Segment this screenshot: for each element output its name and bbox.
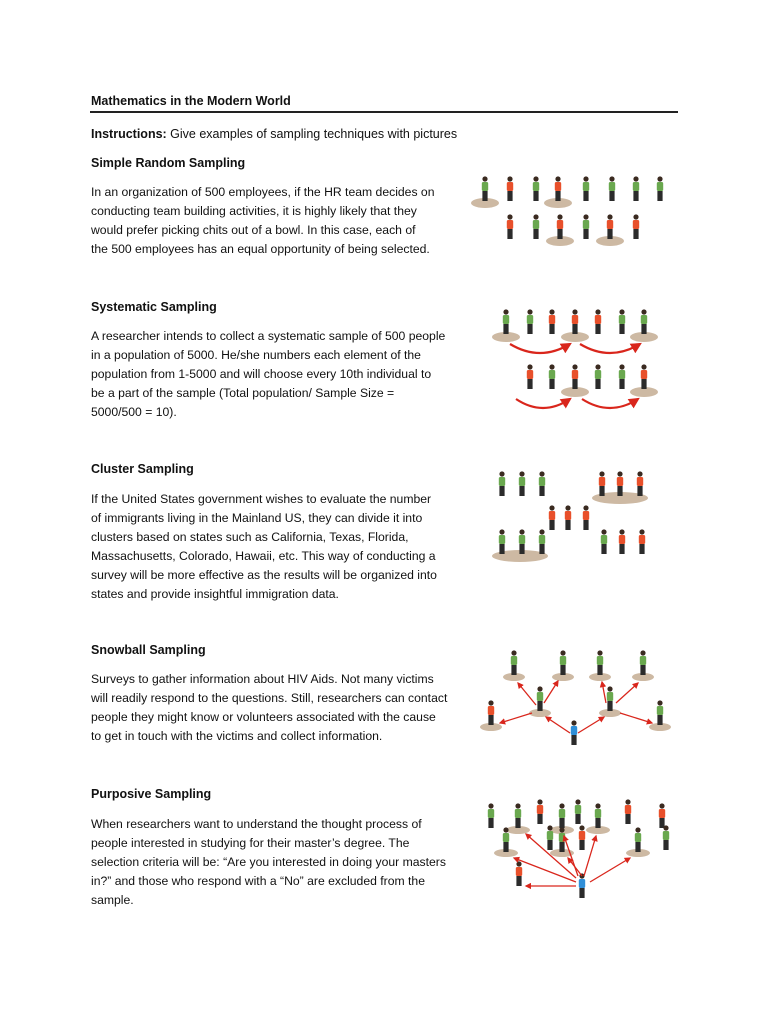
arrow-icon bbox=[590, 858, 630, 882]
curved-arrow-icon bbox=[582, 399, 638, 408]
person-icon bbox=[597, 650, 603, 675]
systematic-sampling-illustration bbox=[470, 300, 680, 415]
person-icon bbox=[499, 471, 505, 496]
person-icon bbox=[537, 799, 543, 824]
person-icon bbox=[549, 309, 555, 334]
person-icon bbox=[549, 364, 555, 389]
person-icon bbox=[572, 364, 578, 389]
person-icon bbox=[583, 176, 589, 201]
person-icon bbox=[657, 700, 663, 725]
person-icon bbox=[533, 214, 539, 239]
person-icon bbox=[635, 827, 641, 852]
person-icon bbox=[560, 650, 566, 675]
person-icon bbox=[609, 176, 615, 201]
person-icon bbox=[617, 471, 623, 496]
person-icon bbox=[515, 803, 521, 828]
person-icon bbox=[519, 471, 525, 496]
arrow-icon bbox=[500, 713, 532, 723]
arrow-icon bbox=[544, 681, 558, 703]
person-icon bbox=[579, 825, 585, 850]
person-icon bbox=[633, 176, 639, 201]
curved-arrow-icon bbox=[580, 344, 640, 353]
person-icon bbox=[579, 873, 585, 898]
person-icon bbox=[503, 309, 509, 334]
person-icon bbox=[663, 825, 669, 850]
section-title-cluster: Cluster Sampling bbox=[91, 462, 194, 476]
purposive-sampling-illustration bbox=[478, 790, 683, 910]
simple-random-sampling-illustration bbox=[470, 165, 680, 260]
person-icon bbox=[595, 364, 601, 389]
section-title-systematic: Systematic Sampling bbox=[91, 300, 217, 314]
person-icon bbox=[533, 176, 539, 201]
arrow-icon bbox=[602, 682, 606, 703]
instructions-line bbox=[91, 127, 457, 141]
person-icon bbox=[595, 309, 601, 334]
person-icon bbox=[503, 827, 509, 852]
person-icon bbox=[499, 529, 505, 554]
person-icon bbox=[571, 720, 577, 745]
person-icon bbox=[619, 529, 625, 554]
arrow-icon bbox=[584, 836, 596, 876]
person-icon bbox=[575, 799, 581, 824]
person-icon bbox=[507, 176, 513, 201]
arrow-icon bbox=[518, 683, 536, 705]
person-icon bbox=[549, 505, 555, 530]
instructions-text: Give examples of sampling techniques with pictures bbox=[166, 127, 458, 141]
person-icon bbox=[640, 650, 646, 675]
person-icon bbox=[659, 803, 665, 828]
person-icon bbox=[565, 505, 571, 530]
person-icon bbox=[557, 214, 563, 239]
person-icon bbox=[607, 686, 613, 711]
person-icon bbox=[637, 471, 643, 496]
curved-arrow-icon bbox=[510, 344, 570, 353]
person-icon bbox=[482, 176, 488, 201]
person-icon bbox=[641, 309, 647, 334]
person-icon bbox=[657, 176, 663, 201]
person-icon bbox=[601, 529, 607, 554]
person-icon bbox=[516, 861, 522, 886]
person-icon bbox=[559, 827, 565, 852]
section-title-snowball: Snowball Sampling bbox=[91, 643, 206, 657]
person-icon bbox=[595, 803, 601, 828]
person-icon bbox=[547, 825, 553, 850]
person-icon bbox=[641, 364, 647, 389]
arrow-icon bbox=[578, 717, 604, 733]
section-body-simple-random: In an organization of 500 employees, if the HR team decides on conducting team building activities, it is highly likely that they would prefer picking chits out of a bowl. In this case, each of the 500 employees has an equal opportunity of being selected. bbox=[91, 185, 435, 256]
person-icon bbox=[519, 529, 525, 554]
arrow-icon bbox=[620, 713, 652, 723]
person-icon bbox=[539, 529, 545, 554]
person-icon bbox=[572, 309, 578, 334]
person-icon bbox=[633, 214, 639, 239]
person-icon bbox=[625, 799, 631, 824]
person-icon bbox=[488, 803, 494, 828]
instructions-label: Instructions: bbox=[91, 127, 167, 141]
section-body-snowball: Surveys to gather information about HIV Aids. Not many victims will readily respond to the questions. Still, researchers can contact people they might know or volunteers associated with the cause to get in touch with the victims and collect information. bbox=[91, 672, 448, 743]
person-icon bbox=[527, 309, 533, 334]
section-body-systematic: A researcher intends to collect a systematic sample of 500 people in a population of 5000. He/she numbers each element of the population from 1-5000 and will choose every 10th individual to be a part of the sample (Total population/ Sample Size = 5000/500 = 10). bbox=[91, 329, 446, 419]
arrow-icon bbox=[546, 717, 570, 733]
person-icon bbox=[555, 176, 561, 201]
cluster-sampling-illustration bbox=[480, 460, 680, 575]
section-body-cluster: If the United States government wishes to evaluate the number of immigrants living in the Mainland US, they can divide it into clusters based on states such as California, Texas, Florida, Massachusetts, Colorado, Hawaii, etc. This way of conducting a survey will be more effective as the results will be organized into states and provide insightful immigration data. bbox=[91, 492, 437, 601]
person-icon bbox=[639, 529, 645, 554]
section-title-simple-random: Simple Random Sampling bbox=[91, 156, 246, 170]
section-title-purposive: Purposive Sampling bbox=[91, 787, 212, 801]
person-icon bbox=[537, 686, 543, 711]
section-body-purposive: When researchers want to understand the thought process of people interested in studying for their master’s degree. The selection criteria will be: “Are you interested in doing your masters in?” and those who respond with a “No” are excluded from the sample. bbox=[91, 817, 446, 907]
person-icon bbox=[559, 803, 565, 828]
snowball-sampling-illustration bbox=[478, 645, 683, 755]
person-icon bbox=[599, 471, 605, 496]
person-icon bbox=[507, 214, 513, 239]
person-icon bbox=[511, 650, 517, 675]
person-icon bbox=[488, 700, 494, 725]
curved-arrow-icon bbox=[516, 399, 570, 408]
person-icon bbox=[583, 505, 589, 530]
person-icon bbox=[539, 471, 545, 496]
person-icon bbox=[619, 364, 625, 389]
person-icon bbox=[607, 214, 613, 239]
page-title: Mathematics in the Modern World bbox=[91, 94, 291, 108]
person-icon bbox=[619, 309, 625, 334]
person-icon bbox=[583, 214, 589, 239]
title-divider bbox=[90, 111, 678, 113]
person-icon bbox=[527, 364, 533, 389]
arrow-icon bbox=[616, 683, 638, 703]
